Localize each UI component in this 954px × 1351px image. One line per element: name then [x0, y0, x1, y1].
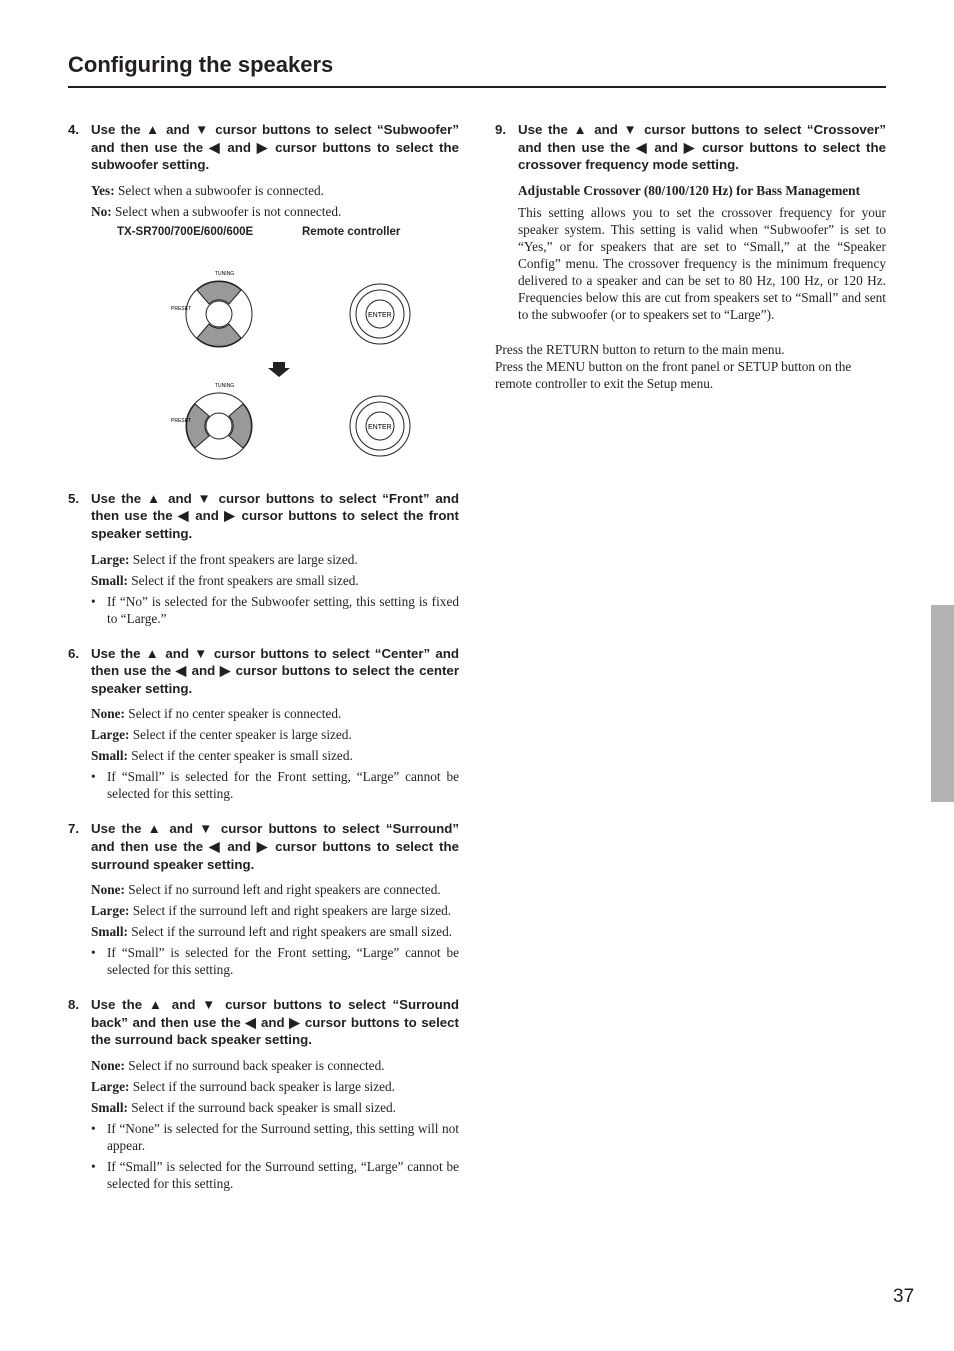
cursor-diagram: [91, 244, 482, 464]
note-text: If “No” is selected for the Subwoofer setting, this setting is fixed to “Large.”: [107, 593, 459, 626]
note-bullet: [91, 1158, 459, 1192]
option-term: Small:: [91, 1099, 128, 1115]
option-item: [91, 551, 459, 568]
remote-label: Remote controller: [302, 225, 401, 238]
note-bullet: [91, 944, 459, 978]
step-number: 5.: [68, 490, 80, 506]
option-term: No:: [91, 203, 112, 219]
option-term: None:: [91, 882, 125, 898]
note-text: If “None” is selected for the Surround setting, this setting will not appear.: [107, 1120, 459, 1153]
subheading: Adjustable Crossover (80/100/120 Hz) for Bass Management: [518, 182, 861, 198]
remote-pad-leftright: [350, 396, 410, 456]
option-term: Large:: [91, 1078, 130, 1094]
option-desc: Select if no surround back speaker is connected.: [124, 1057, 385, 1073]
step-heading: [495, 121, 886, 174]
note-text: If “Small” is selected for the Surround setting, “Large” cannot be selected for this setting.: [107, 1158, 459, 1191]
step-number: 6.: [68, 645, 80, 661]
option-term: None:: [91, 706, 125, 722]
option-item: [91, 1099, 459, 1116]
cursor-figure: [91, 226, 459, 466]
preset-label: PRESET: [171, 417, 192, 424]
preset-label: PRESET: [171, 305, 192, 312]
page-number: 37: [893, 1286, 915, 1307]
bullet-icon: •: [91, 769, 96, 785]
spacer: [68, 476, 459, 490]
tuning-label: TUNING: [215, 270, 235, 277]
option-term: Large:: [91, 727, 130, 743]
option-term: None:: [91, 1057, 125, 1073]
option-desc: Select when a subwoofer is connected.: [114, 182, 324, 198]
down-arrow-icon: [268, 362, 290, 377]
step-number: 8.: [68, 997, 80, 1013]
option-desc: Select if no surround left and right speakers are connected.: [124, 882, 441, 898]
step-details: [91, 1057, 459, 1192]
note-text: If “Small” is selected for the Front setting, “Large” cannot be selected for this setting.: [107, 945, 459, 978]
option-desc: Select if the center speaker is large sized.: [129, 727, 352, 743]
step-instruction: Use the ▲ and ▼ cursor buttons to select “Surround back” and then use the ◀ and ▶ cursor buttons to select the surround back speaker setting.: [91, 997, 459, 1048]
option-term: Yes:: [91, 182, 115, 198]
step-number: 9.: [495, 122, 507, 137]
bullet-icon: •: [91, 1120, 96, 1136]
option-term: Small:: [91, 572, 128, 588]
enter-label: ENTER: [368, 311, 392, 319]
step-instruction: Use the ▲ and ▼ cursor buttons to select “Center” and then use the ◀ and ▶ cursor buttons to select the center speaker setting.: [91, 645, 459, 696]
option-desc: Select if the surround left and right speakers are large sized.: [129, 903, 452, 919]
option-desc: Select if the surround back speaker is small sized.: [127, 1099, 397, 1115]
step-heading: [68, 996, 459, 1049]
spacer: [68, 631, 459, 645]
option-desc: Select if the surround left and right speakers are small sized.: [127, 924, 453, 940]
remote-pad-updown: [350, 284, 410, 344]
body-text: This setting allows you to set the crossover frequency for your speaker system. This setting is valid when “Subwoofer” is set to “Yes,” or for speakers that are set to “Small,” at the “Speaker Config” menu. The crossover frequency is the minimum frequency delivered to a speaker and can be set to 80 Hz, 100 Hz, or 120 Hz. Frequencies below this are cut from speakers set to “Small” and sent to the subwoofer (or to speakers set to “Large”).: [518, 204, 886, 322]
note-text: If “Small” is selected for the Front setting, “Large” cannot be selected for this setting.: [107, 769, 459, 802]
title-rule: [68, 86, 886, 88]
step-instruction: Use the ▲ and ▼ cursor buttons to select “Subwoofer” and then use the ◀ and ▶ cursor buttons to select the subwoofer setting.: [91, 122, 459, 173]
option-item: [91, 203, 459, 220]
step-heading: [68, 645, 459, 698]
left-column: [68, 121, 459, 1196]
option-term: Large:: [91, 903, 130, 919]
step-details: [91, 182, 459, 466]
option-item: [91, 902, 459, 919]
step-heading: [68, 490, 459, 543]
right-column: [495, 121, 886, 392]
step-details: [518, 182, 886, 323]
step-instruction: Use the ▲ and ▼ cursor buttons to select “Crossover” and then use the ◀ and ▶ cursor buttons to select the crossover frequency mode setting.: [518, 122, 886, 173]
option-desc: Select when a subwoofer is not connected.: [111, 203, 342, 219]
step-details: [91, 881, 459, 978]
section-tab: [931, 605, 954, 802]
note-bullet: [91, 593, 459, 627]
step-number: 7.: [68, 821, 80, 837]
option-term: Small:: [91, 748, 128, 764]
bullet-icon: •: [91, 945, 96, 961]
option-desc: Select if the front speakers are small sized.: [127, 572, 359, 588]
option-desc: Select if the front speakers are large sized.: [129, 551, 358, 567]
option-item: [91, 705, 459, 722]
spacer: [68, 806, 459, 820]
step-instruction: Use the ▲ and ▼ cursor buttons to select “Surround” and then use the ◀ and ▶ cursor buttons to select the surround speaker setting.: [91, 821, 459, 872]
option-item: [91, 572, 459, 589]
option-item: [91, 182, 459, 199]
unit-pad-updown: [171, 271, 252, 347]
step-instruction: Use the ▲ and ▼ cursor buttons to select “Front” and then use the ◀ and ▶ cursor buttons to select the front speaker setting.: [91, 490, 459, 541]
option-item: [91, 1078, 459, 1095]
step-details: [91, 705, 459, 802]
option-item: [91, 726, 459, 743]
unit-label: TX-SR700/700E/600/600E: [117, 225, 254, 238]
step-details: [91, 551, 459, 627]
step-number: 4.: [68, 122, 80, 137]
bullet-icon: •: [91, 593, 96, 609]
unit-pad-leftright: [171, 383, 252, 459]
option-item: [91, 1057, 459, 1074]
page-title: Configuring the speakers: [68, 52, 334, 77]
bullet-icon: •: [91, 1158, 96, 1174]
spacer: [495, 327, 886, 341]
option-item: [91, 923, 459, 940]
note-bullet: [91, 1120, 459, 1154]
step-heading: [68, 820, 459, 873]
spacer: [68, 982, 459, 996]
enter-label: ENTER: [368, 423, 392, 431]
option-item: [91, 881, 459, 898]
option-desc: Select if the surround back speaker is large sized.: [129, 1078, 396, 1094]
option-desc: Select if no center speaker is connected.: [124, 706, 342, 722]
step-heading: [68, 121, 459, 174]
option-term: Small:: [91, 924, 128, 940]
option-item: [91, 747, 459, 764]
tuning-label: TUNING: [215, 382, 235, 389]
note-bullet: [91, 768, 459, 802]
option-term: Large:: [91, 551, 130, 567]
option-desc: Select if the center speaker is small sized.: [127, 748, 353, 764]
closing-text: Press the MENU button on the front panel or SETUP button on the remote controller to exit the Setup menu.: [495, 358, 852, 391]
closing-text: Press the RETURN button to return to the main menu.: [495, 341, 785, 357]
